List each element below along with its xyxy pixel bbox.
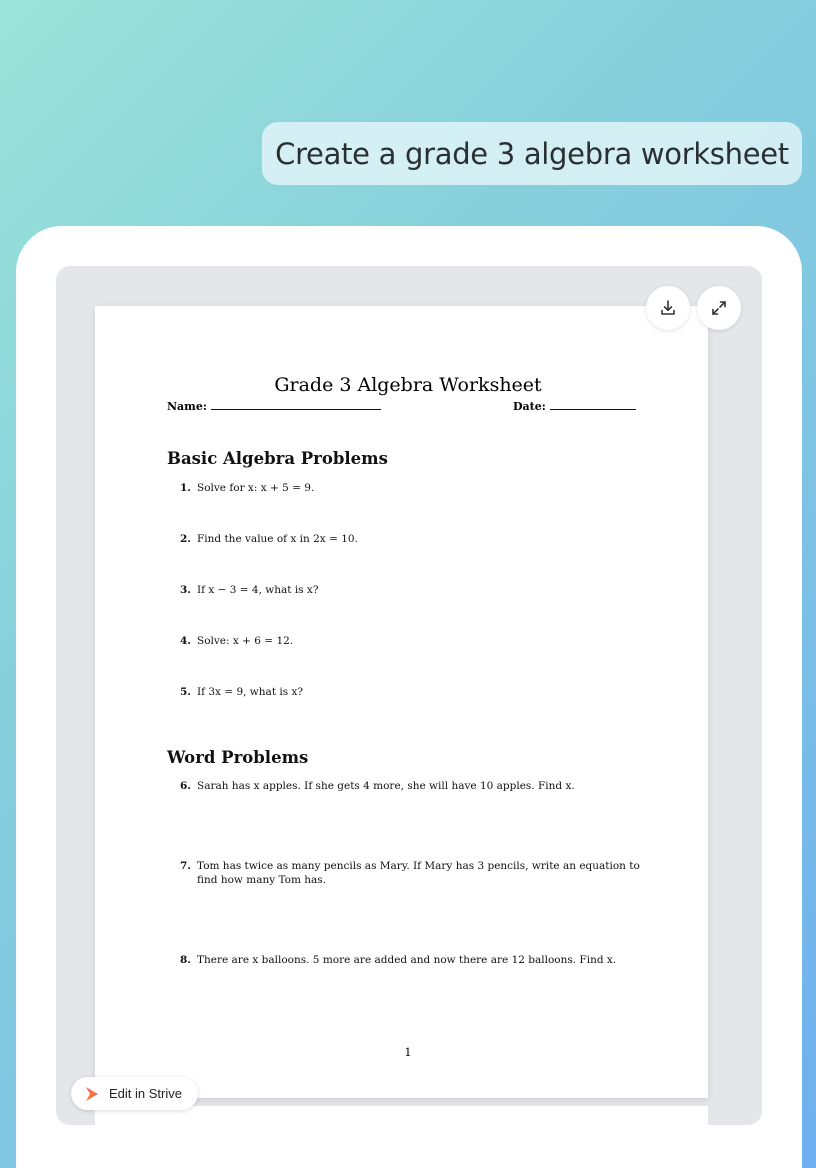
name-blank-line	[211, 400, 381, 410]
date-blank-line	[550, 400, 636, 410]
problem-item	[180, 779, 640, 793]
expand-button[interactable]	[697, 286, 741, 330]
worksheet-title: Grade 3 Algebra Worksheet	[274, 374, 542, 396]
problem-text: Solve for x: x + 5 = 9.	[197, 482, 315, 494]
strive-logo-icon	[85, 1086, 99, 1102]
problem-number: 1.	[180, 482, 191, 494]
edit-button-label: Edit in Strive	[109, 1086, 182, 1101]
user-prompt-text: Create a grade 3 algebra worksheet	[275, 136, 789, 171]
problem-text: Sarah has x apples. If she gets 4 more, she will have 10 apples. Find x.	[197, 780, 575, 792]
user-prompt-bubble	[262, 122, 802, 185]
problem-item	[180, 532, 640, 546]
problem-number: 4.	[180, 635, 191, 647]
expand-icon	[709, 298, 729, 318]
problem-number: 3.	[180, 584, 191, 596]
problem-item	[180, 583, 640, 597]
problem-item	[180, 481, 640, 495]
problem-number: 2.	[180, 533, 191, 545]
problem-number: 7.	[180, 860, 191, 872]
problem-text: Solve: x + 6 = 12.	[197, 635, 294, 647]
name-field	[167, 400, 381, 413]
section-heading: Word Problems	[167, 748, 309, 767]
problem-text: If 3x = 9, what is x?	[197, 686, 304, 698]
problem-text: There are x balloons. 5 more are added and now there are 12 balloons. Find x.	[197, 954, 617, 966]
problem-text: Tom has twice as many pencils as Mary. If Mary has 3 pencils, write an equation to find how many Tom has.	[197, 860, 640, 886]
problem-text: If x − 3 = 4, what is x?	[197, 584, 319, 596]
page-number: 1	[404, 1046, 412, 1059]
problem-number: 6.	[180, 780, 191, 792]
problem-text: Find the value of x in 2x = 10.	[197, 533, 358, 545]
name-label: Name:	[167, 400, 207, 413]
problem-item	[180, 634, 640, 648]
problem-item	[180, 859, 640, 887]
problem-number: 5.	[180, 686, 191, 698]
date-label: Date:	[513, 400, 546, 413]
problem-number: 8.	[180, 954, 191, 966]
edit-in-strive-button[interactable]	[71, 1077, 198, 1110]
download-button[interactable]	[646, 286, 690, 330]
problem-item	[180, 953, 640, 967]
problem-item	[180, 685, 640, 699]
section-heading: Basic Algebra Problems	[167, 449, 388, 468]
download-icon	[658, 298, 678, 318]
date-field	[513, 400, 636, 413]
worksheet-page	[95, 306, 708, 1098]
